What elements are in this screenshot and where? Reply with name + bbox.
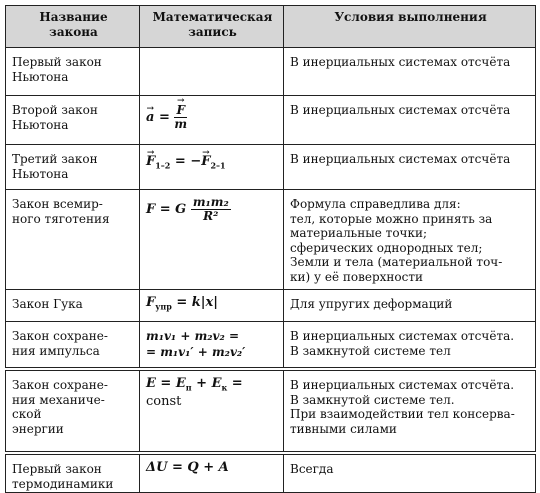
header-law-name: Название закона: [6, 6, 140, 48]
condition-cell: Всегда: [284, 455, 536, 493]
table-header-row: [6, 6, 536, 48]
law-name-cell: Закон Гука: [6, 290, 140, 322]
condition-cell: Для упругих деформаций: [284, 290, 536, 322]
formula-hooke: $F_{упр} = k|x|$: [140, 290, 284, 322]
condition-cell: В инерциальных системах отсчёта: [284, 96, 536, 145]
condition-cell: Формула справедлива для: тел, которые можно принять за материальные точки; сферических однородных тел; Земли и тела (материальной точ- ки) у её поверхности: [284, 190, 536, 290]
law-name-cell: Второй закон Ньютона: [6, 96, 140, 145]
condition-cell: В инерциальных системах отсчёта. В замкнутой системе тел: [284, 322, 536, 368]
physics-laws-table: [5, 5, 536, 493]
table-row: [6, 290, 536, 322]
formula-energy: $E = E_п + E_к$ = const: [140, 371, 284, 452]
formula-gravity: F = G $\frac{\text{m₁m₂}}{\text{R²}}$: [140, 190, 284, 290]
formula-cell-empty: [140, 48, 284, 96]
fraction: $\frac{\text{m₁m₂}}{\text{R²}}$: [192, 195, 229, 223]
formula-momentum: m₁v₁ + m₂v₂ = = m₁v₁′ + m₂v₂′: [140, 322, 284, 368]
laws-table-page: [5, 5, 535, 493]
table-row: [6, 96, 536, 145]
table-row: [6, 322, 536, 368]
law-name-cell: Первый закон Ньютона: [6, 48, 140, 96]
formula-newton2: → a = → $\frac{F}{m}$: [140, 96, 284, 145]
law-name-cell: Третий закон Ньютона: [6, 145, 140, 190]
table-row: [6, 48, 536, 96]
condition-cell: В инерциальных системах отсчёта: [284, 48, 536, 96]
table-row: [6, 190, 536, 290]
law-name-cell: Закон сохране- ния импульса: [6, 322, 140, 368]
law-name-cell: Закон сохране- ния механиче- ской энергии: [6, 371, 140, 452]
formula-thermo: ΔU = Q + A: [140, 455, 284, 493]
law-name-cell: Первый закон термодинамики: [6, 455, 140, 493]
table-row: [6, 145, 536, 190]
law-name-cell: Закон всемир- ного тяготения: [6, 190, 140, 290]
header-conditions: Условия выполнения: [284, 6, 536, 48]
formula-newton3: → $F_{1-2}$ = −→ $F_{2-1}$: [140, 145, 284, 190]
condition-cell: В инерциальных системах отсчёта. В замкнутой системе тел. При взаимодействии тел консерва- тивными силами: [284, 371, 536, 452]
table-row: [6, 371, 536, 452]
condition-cell: В инерциальных системах отсчёта: [284, 145, 536, 190]
fraction: → $\frac{F}{m}$: [174, 104, 187, 131]
table-row: [6, 455, 536, 493]
header-math-notation: Математическая запись: [140, 6, 284, 48]
